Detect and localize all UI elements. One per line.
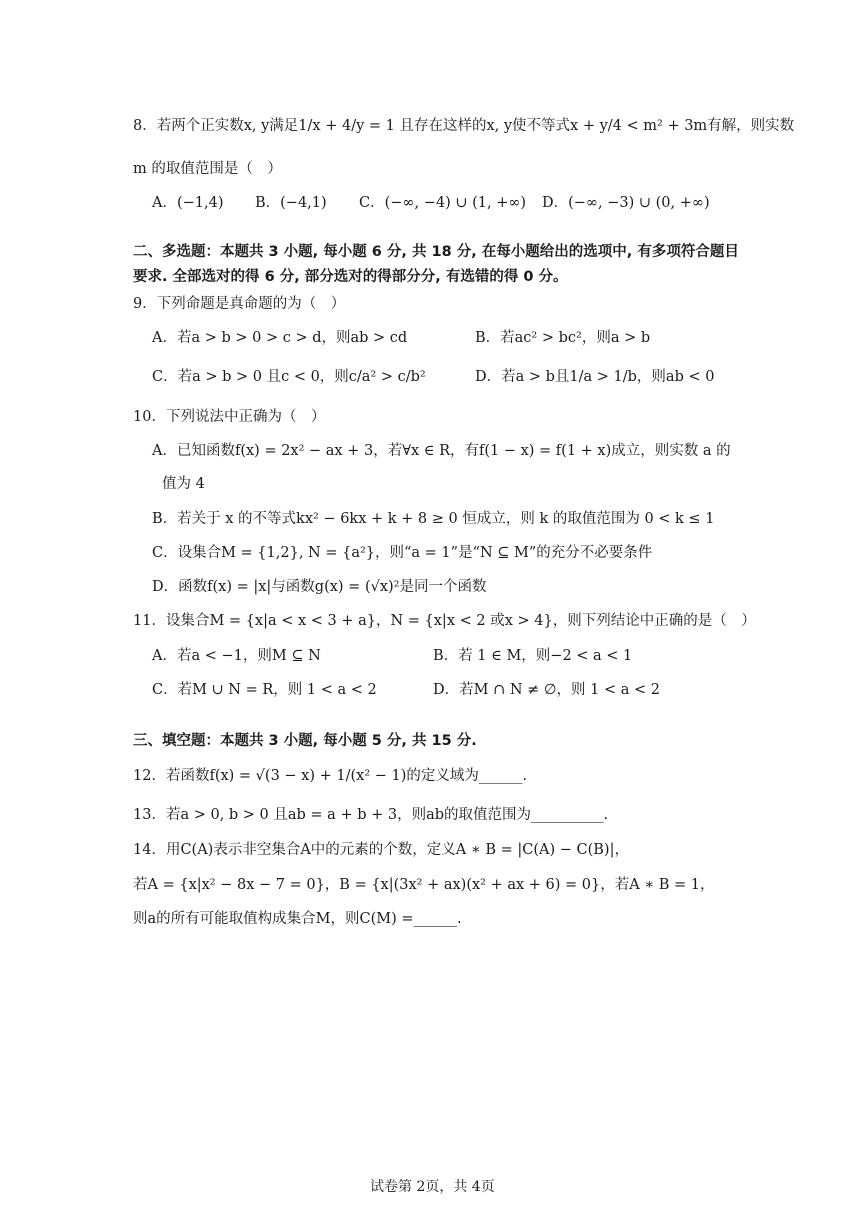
q10-option-a-line1: A．已知函数f(x) = 2x² − ax + 3，若∀x ∈ R，有f(1 − x) = f(1 + x)成立，则实数 a 的 <box>152 443 731 459</box>
q14-line1: 14．用C(A)表示非空集合A中的元素的个数，定义A ∗ B = |C(A) − C(B)|， <box>133 842 629 858</box>
q9-option-c: C．若a > b > 0 且c < 0，则c/a² > c/b² <box>152 369 426 385</box>
q8-option-d: D．(−∞, −3) ∪ (0, +∞) <box>542 195 710 211</box>
q9-option-a: A．若a > b > 0 > c > d，则ab > cd <box>152 330 408 346</box>
q11-option-d: D．若M ∩ N ≠ ∅，则 1 < a < 2 <box>433 682 660 698</box>
q10-stem: 10．下列说法中正确为（ ） <box>133 409 326 425</box>
q8-option-b: B．(−4,1) <box>255 195 327 211</box>
q10-option-c: C．设集合M = {1,2}, N = {a²}，则“a = 1”是“N ⊆ M”的充分不必要条件 <box>152 545 653 561</box>
section2-heading-line2: 要求. 全部选对的得 6 分, 部分选对的得部分分, 有选错的得 0 分。 <box>133 269 568 285</box>
q9-stem: 9．下列命题是真命题的为（ ） <box>133 296 346 312</box>
q8-option-a: A．(−1,4) <box>152 195 224 211</box>
q10-option-a-line2: 值为 4 <box>162 476 205 492</box>
q13-text: 13．若a > 0, b > 0 且ab = a + b + 3，则ab的取值范围为__________. <box>133 807 609 823</box>
q11-option-b: B．若 1 ∈ M，则−2 < a < 1 <box>433 648 633 664</box>
q9-option-b: B．若ac² > bc²，则a > b <box>475 330 651 346</box>
q8-option-c: C．(−∞, −4) ∪ (1, +∞) <box>359 195 527 211</box>
q10-option-b: B．若关于 x 的不等式kx² − 6kx + k + 8 ≥ 0 恒成立，则 k 的取值范围为 0 < k ≤ 1 <box>152 511 715 527</box>
q8-stem-line1: 8．若两个正实数x, y满足1/x + 4/y = 1 且存在这样的x, y使不等式x + y/4 < m² + 3m有解，则实数 <box>133 118 795 134</box>
page-footer: 试卷第 2页，共 4页 <box>370 1179 495 1195</box>
section3-heading: 三、填空题：本题共 3 小题, 每小题 5 分, 共 15 分. <box>133 733 477 749</box>
q8-stem-line2: m 的取值范围是（ ） <box>133 161 282 177</box>
q14-line2: 若A = {x|x² − 8x − 7 = 0}，B = {x|(3x² + ax)(x² + ax + 6) = 0}，若A ∗ B = 1， <box>133 877 715 893</box>
q9-option-d: D．若a > b且1/a > 1/b，则ab < 0 <box>475 369 715 385</box>
q11-option-c: C．若M ∪ N = R，则 1 < a < 2 <box>152 682 377 698</box>
q11-stem: 11．设集合M = {x|a < x < 3 + a}，N = {x|x < 2 或x > 4}，则下列结论中正确的是（ ） <box>133 613 756 629</box>
q10-option-d: D．函数f(x) = |x|与函数g(x) = (√x)²是同一个函数 <box>152 579 487 595</box>
section2-heading-line1: 二、多选题：本题共 3 小题, 每小题 6 分, 共 18 分, 在每小题给出的选项中, 有多项符合题目 <box>133 244 739 260</box>
q14-line3: 则a的所有可能取值构成集合M，则C(M) =______. <box>133 911 462 927</box>
q12-text: 12．若函数f(x) = √(3 − x) + 1/(x² − 1)的定义域为______. <box>133 768 527 784</box>
q11-option-a: A．若a < −1，则M ⊆ N <box>152 648 321 664</box>
